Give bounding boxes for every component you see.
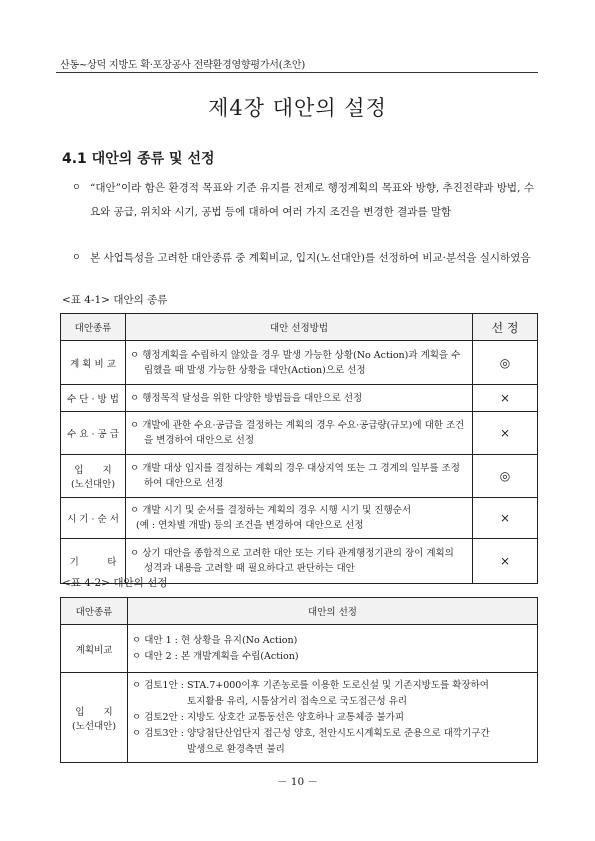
alternative-type-cell: 수 단 · 방 법: [61, 385, 126, 412]
column-header: 대안의 선정: [128, 598, 538, 625]
method-cell: [126, 539, 473, 584]
alternative-item: ㅇ 대안 1 : 현 상황을 유지(No Action): [132, 634, 298, 646]
type-sublabel: (노선대안): [70, 479, 116, 490]
chapter-title: 제4장 대안의 설정: [208, 96, 387, 120]
method-cell: [126, 455, 473, 498]
method-text: ㅇ 행정계획을 수립하지 않았을 경우 발생 가능한 상황(No Action)과 계획을 수립했을 때 발생 가능한 상황을 대안(Action)으로 선정: [130, 349, 461, 376]
route-option-2: ㅇ 검토2안 : 지방도 상호간 교통동선은 양호하나 교통체증 불가피: [132, 711, 405, 723]
alternative-type-cell: 기 타: [61, 539, 126, 584]
column-header: 대안종류: [61, 314, 126, 341]
alternative-types-table: [60, 313, 538, 584]
selection-cell: ◎: [473, 341, 538, 385]
method-text: ㅇ 행정목적 달성을 위한 다양한 방법들을 대안으로 선정: [130, 392, 363, 404]
method-text: ㅇ 상기 대안을 종합적으로 고려한 대안 또는 기타 관계행정기관의 장이 계획의 성격과 내용을 고려할 때 필요하다고 판단하는 대안: [130, 548, 454, 574]
type-label: 입 지: [75, 706, 113, 718]
method-cell: [126, 341, 473, 385]
method-text-continuation: (예 : 연차별 개발) 등의 조건을 변경하여 대안으로 선정: [136, 520, 364, 531]
table-row: [61, 498, 538, 539]
table-caption: <표 4-2> 대안의 선정: [62, 577, 168, 589]
section-heading: 4.1 대안의 종류 및 선정: [62, 151, 215, 167]
column-header: 대안종류: [61, 598, 128, 625]
route-option-3: ㅇ 검토3안 : 양당첨단산업단지 접근성 양호, 천안시도시계획도로 준용으로 대깍기구간: [132, 727, 490, 739]
table-row: [61, 673, 538, 763]
selection-cell: ◎: [473, 455, 538, 498]
bullet-text: 본 사업특성을 고려한 대안종류 중 계획비교, 입지(노선대안)를 선정하여 비교·분석을 실시하였음: [90, 252, 531, 264]
alternative-item: ㅇ 대안 2 : 본 개발계획을 수립(Action): [132, 650, 299, 662]
alternative-type-cell: [61, 455, 126, 498]
method-cell: [126, 498, 473, 539]
method-text: ㅇ 개발에 관한 수요·공급을 결정하는 계획의 경우 수요·공급량(규모)에 대한 조건을 변경하여 대안으로 선정: [130, 420, 465, 446]
method-cell: [126, 385, 473, 412]
column-header: 선 정: [473, 314, 538, 341]
alternative-type-cell: 계 획 비 교: [61, 341, 126, 385]
alternative-type-cell: 계획비교: [61, 625, 128, 673]
bullet-item: [72, 176, 534, 248]
method-cell: [126, 412, 473, 455]
selection-cell: ×: [473, 539, 538, 584]
page-number: － 10 －: [276, 776, 319, 788]
method-text: ㅇ 개발 시기 및 순서를 결정하는 계획의 경우 시행 시기 및 진행순서: [130, 505, 411, 516]
bullet-text: “대안”이라 함은 환경적 목표와 기준 유지를 전제로 행정계획의 목표와 방향, 추진전략과 방법, 수요와 공급, 위치와 시기, 공법 등에 대하여 여러 가지 조건을 변경한 결과를 말함: [90, 182, 534, 218]
table-caption: <표 4-1> 대안의 종류: [62, 294, 168, 306]
selection-cell: ×: [473, 385, 538, 412]
table-row: [61, 412, 538, 455]
route-option-3-continuation: 발생으로 환경측면 불리: [187, 743, 285, 755]
selection-detail-cell: [128, 625, 538, 673]
type-label: 입 지: [74, 465, 112, 476]
selection-detail-cell: [128, 673, 538, 763]
alternative-type-cell: [61, 673, 128, 763]
header-divider: [56, 72, 538, 73]
route-option-1-continuation: 토지활용 유리, 시툼삼거리 접속으로 국도접근성 유리: [187, 695, 408, 707]
bullet-item: [72, 246, 534, 294]
bullet-marker: ㅇ: [72, 253, 81, 263]
table-row: [61, 341, 538, 385]
method-text: ㅇ 개발 대상 입지를 결정하는 계획의 경우 대상지역 또는 그 경계의 일부를 조정하여 대안으로 선정: [130, 463, 460, 489]
running-header: 산동~상덕 지방도 확·포장공사 전략환경영향평가서(초안): [60, 60, 306, 71]
table-row: [61, 455, 538, 498]
table-header-row: [61, 598, 538, 625]
alternative-type-cell: 시 기 · 순 서: [61, 498, 126, 539]
type-sublabel: (노선대안): [71, 720, 117, 732]
alternative-type-cell: 수 요 · 공 급: [61, 412, 126, 455]
table-header-row: [61, 314, 538, 341]
table-row: [61, 385, 538, 412]
bullet-marker: ㅇ: [72, 183, 81, 193]
table-row: [61, 625, 538, 673]
column-header: 대안 선정방법: [126, 314, 473, 341]
selection-cell: ×: [473, 498, 538, 539]
alternative-selection-table: [60, 597, 538, 763]
selection-cell: ×: [473, 412, 538, 455]
route-option-1: ㅇ 검토1안 : STA.7+000이후 기존농로를 이용한 도로신설 및 기존지방도를 확장하여: [132, 679, 489, 691]
